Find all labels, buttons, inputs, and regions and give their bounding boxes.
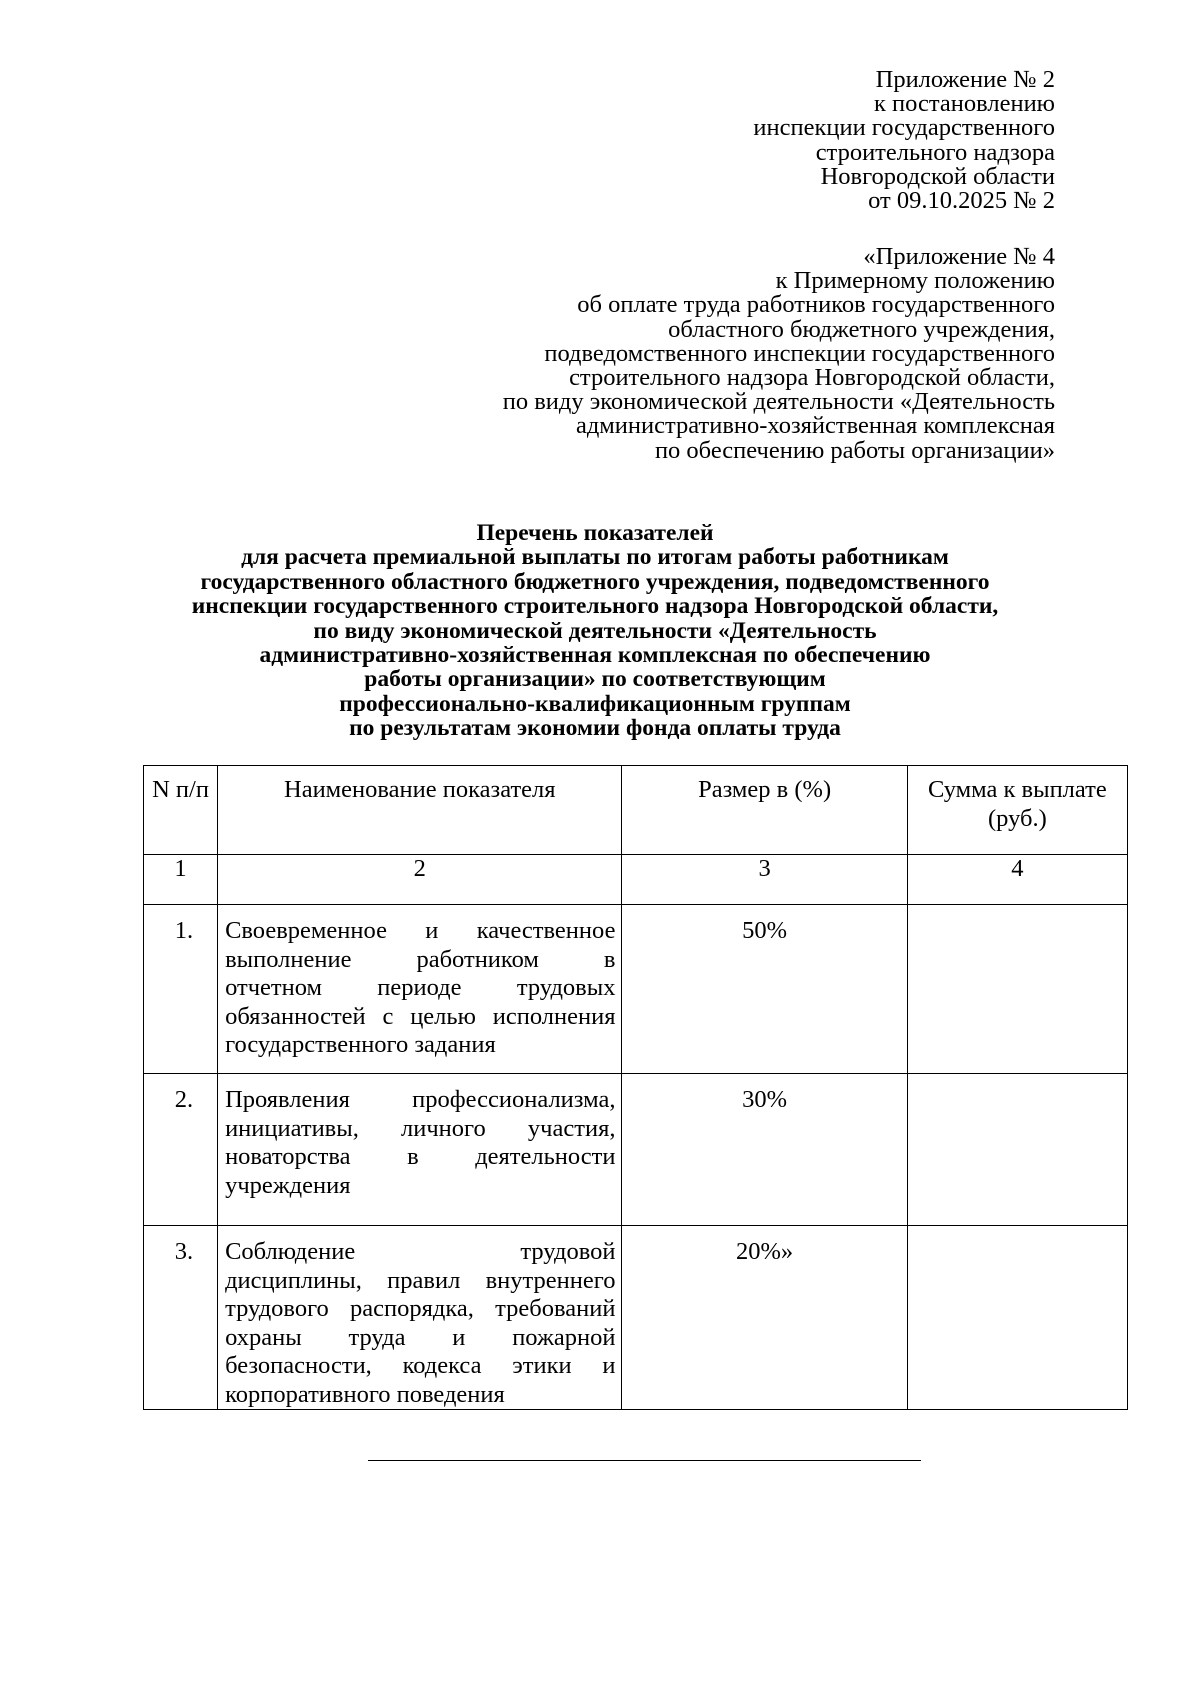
title-line: по результатам экономии фонда оплаты труда	[349, 715, 841, 742]
appendix-line: строительного надзора Новгородской области,	[569, 364, 1055, 392]
title-line: государственного областного бюджетного учреждения, подведомственного	[200, 568, 990, 595]
indicators-table	[143, 765, 1128, 1410]
appendix-line: к постановлению	[874, 90, 1055, 118]
row-indicator-name: Соблюдение трудовой дисциплины, правил внутреннего трудового распорядка, требований охраны труда и пожарной безопасности, кодекса этики и корпоративного поведения	[218, 1226, 622, 1410]
appendix-line: строительного надзора	[815, 138, 1055, 166]
title-line: административно-хозяйственная комплексная по обеспечению	[259, 642, 931, 669]
row-indicator-name: Проявления профессионализма, инициативы, личного участия, новаторства в деятельности учреждения	[218, 1074, 622, 1226]
header-percent: Размер в (%)	[622, 766, 907, 855]
title-line: для расчета премиальной выплаты по итогам работы работникам	[241, 544, 949, 571]
row-indicator-name: Своевременное и качественное выполнение работником в отчетном периоде трудовых обязанностей с целью исполнения государственного задания	[218, 905, 622, 1074]
appendix-line: по виду экономической деятельности «Деятельность	[502, 388, 1055, 416]
title-line: профессионально-квалификационным группам	[339, 690, 851, 717]
appendix-line: от 09.10.2025 № 2	[868, 187, 1055, 215]
row-amount	[907, 905, 1127, 1074]
title-line: работы организации» по соответствующим	[364, 666, 826, 693]
appendix-2-header	[355, 68, 1055, 213]
title-line: по виду экономической деятельности «Деятельность	[313, 617, 877, 644]
table-row	[144, 1074, 1128, 1226]
row-number: 2.	[144, 1074, 218, 1226]
title-line: Перечень показателей	[476, 520, 714, 546]
header-number: N п/п	[144, 766, 218, 855]
document-title	[140, 521, 1050, 741]
row-amount	[907, 1074, 1127, 1226]
appendix-line: Новгородской области	[820, 162, 1055, 190]
row-percent: 20%»	[622, 1226, 907, 1410]
row-percent: 50%	[622, 905, 907, 1074]
table-row	[144, 905, 1128, 1074]
appendix-line: об оплате труда работников государственного	[577, 291, 1055, 319]
column-number: 3	[622, 855, 907, 905]
header-amount: Сумма к выплате (руб.)	[907, 766, 1127, 855]
appendix-line: «Приложение № 4	[863, 243, 1055, 270]
column-number: 4	[907, 855, 1127, 905]
appendix-line: инспекции государственного	[753, 114, 1055, 142]
row-number: 3.	[144, 1226, 218, 1410]
row-percent: 30%	[622, 1074, 907, 1226]
column-number: 2	[218, 855, 622, 905]
appendix-line: по обеспечению работы организации»	[654, 436, 1055, 464]
appendix-line: к Примерному положению	[775, 267, 1055, 295]
row-amount	[907, 1226, 1127, 1410]
column-number-row	[144, 855, 1128, 905]
appendix-line: Приложение № 2	[875, 66, 1055, 93]
footer-divider	[368, 1460, 921, 1461]
appendix-line: административно-хозяйственная комплексная	[575, 412, 1055, 440]
header-indicator-name: Наименование показателя	[218, 766, 622, 855]
appendix-line: подведомственного инспекции государственного	[544, 339, 1055, 367]
row-number: 1.	[144, 905, 218, 1074]
appendix-4-header	[355, 245, 1055, 463]
appendix-line: областного бюджетного учреждения,	[668, 315, 1055, 343]
table-header-row	[144, 766, 1128, 855]
column-number: 1	[144, 855, 218, 905]
title-line: инспекции государственного строительного надзора Новгородской области,	[191, 593, 999, 620]
table-row	[144, 1226, 1128, 1410]
